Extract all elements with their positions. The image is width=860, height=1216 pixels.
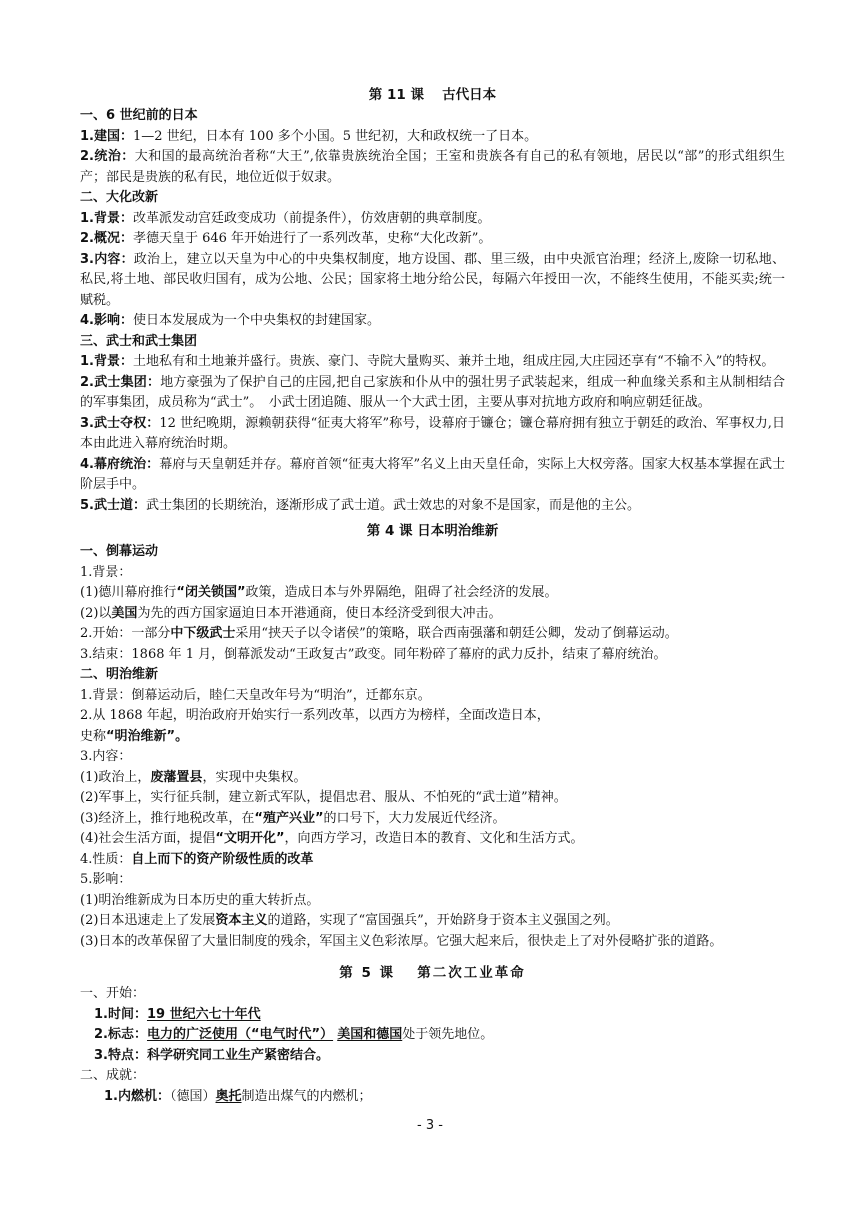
section-heading: 一、开始： [80, 986, 146, 1001]
paragraph [80, 496, 785, 517]
item-text: 改革派发动宫廷政变成功（前提条件），仿效唐朝的典章制度。 [132, 210, 491, 226]
text-run: 制造出煤气的内燃机； [241, 1088, 372, 1104]
list-line: 5.影响： [80, 872, 132, 887]
section-heading: 一、6 世纪前的日本 [80, 108, 198, 123]
emphasis: 科学研究同工业生产紧密结合。 [146, 1047, 329, 1063]
item-label: 3.武士夺权： [80, 415, 160, 431]
list-line: 3.结束：1868 年 1 月，倒幕派发动“王政复古”政变。同年粉碎了幕府的武力反扑，结束了幕府统治。 [80, 646, 667, 662]
text-run: 的道路，实现了“富国强兵”，开始跻身于资本主义强国之列。 [267, 913, 619, 928]
section-heading: 二、明治维新 [80, 667, 159, 682]
item-label: 3.特点： [94, 1047, 147, 1063]
text-run: (1)政治上， [80, 769, 151, 785]
paragraph [80, 455, 785, 496]
list-line [80, 768, 785, 789]
text-run: ，实现中央集权。 [202, 769, 307, 785]
item-label: 2.概况： [80, 231, 133, 246]
item-text: 武士集团的长期统治，逐渐形成了武士道。武士效忠的对象不是国家，而是他的主公。 [145, 497, 640, 513]
paragraph [80, 127, 785, 148]
item-label: 2.武士集团： [80, 374, 161, 390]
page-number: - 3 - [417, 1118, 443, 1133]
text-run: (2)日本迅速走上了发展 [80, 913, 216, 928]
text-run: (4)社会生活方面，提倡 [80, 831, 216, 846]
emphasis: 美国和德国 [337, 1027, 403, 1042]
emphasis: 电力的广泛使用（“电气时代”） [146, 1027, 334, 1042]
item-label: 4.影响： [80, 313, 133, 328]
item-text: 使日本发展成为一个中央集权的封建国家。 [132, 313, 380, 328]
paragraph [80, 352, 785, 373]
list-line: 3.内容： [80, 749, 132, 764]
list-line [80, 850, 785, 871]
paragraph [80, 229, 785, 250]
list-line: 1.背景：倒幕运动后，睦仁天皇改年号为“明治”，迁都东京。 [80, 687, 431, 703]
item-label: 2.统治： [80, 149, 135, 164]
paragraph [80, 414, 785, 455]
text-run: (3)经济上，推行地税改革，在 [80, 810, 255, 826]
emphasis: 奥托 [215, 1088, 242, 1104]
list-line [80, 1005, 785, 1026]
section-heading: 二、大化改新 [80, 190, 159, 205]
emphasis: “文明开化” [215, 831, 285, 846]
text-run: 政策，造成日本与外界隔绝，阻碍了社会经济的发展。 [245, 585, 558, 600]
list-line [80, 583, 785, 604]
text-run: （德国） [169, 1088, 216, 1104]
emphasis: 中下级武士 [170, 626, 236, 641]
paragraph [80, 209, 785, 230]
item-label: 1.背景： [80, 354, 133, 369]
list-line [80, 809, 785, 830]
item-text: 孝德天皇于 646 年开始进行了一系列改革，史称“大化改新”。 [132, 231, 492, 246]
emphasis: 资本主义 [215, 913, 268, 928]
paragraph [80, 147, 785, 188]
emphasis: 19 世纪六七十年代 [146, 1006, 261, 1022]
section-heading: 三、武士和武士集团 [80, 333, 198, 349]
section-heading: 二、成就： [80, 1068, 146, 1083]
item-text: 幕府与天皇朝廷并存。幕府首领“征夷大将军”名义上由天皇任命，实际上大权旁落。国家大权基本掌握在武士阶层手中。 [80, 456, 786, 492]
paragraph [80, 250, 785, 312]
item-label: 5.武士道： [80, 497, 146, 513]
item-text: 土地私有和土地兼并盛行。贵族、豪门、寺院大量购买、兼并土地，组成庄园,大庄园还享有“不输不入”的特权。 [132, 354, 775, 369]
item-text: 地方豪强为了保护自己的庄园,把自己家族和仆从中的强壮男子武装起来，组成一种血缘关系和主从制相结合的军事集团，成员称为“武士”。 小武士团追随、服从一个大武士团，主要从事对抗地方政府和响应朝廷征战。 [80, 374, 785, 410]
item-label: 1.建国： [80, 128, 133, 144]
list-line: 2.从 1868 年起，明治政府开始实行一系列改革，以西方为榜样，全面改造日本， [80, 708, 550, 723]
item-label: 1.背景： [80, 210, 133, 226]
text-run: (1)德川幕府推行 [80, 585, 177, 600]
item-label: 1.时间： [94, 1006, 147, 1022]
emphasis: 废藩置县 [150, 769, 203, 785]
text-run: 2.开始：一部分 [80, 626, 171, 641]
item-label: 3.内容： [80, 251, 134, 267]
emphasis: 美国 [111, 605, 138, 621]
lesson-11-title: 第 11 课 古代日本 [368, 87, 497, 103]
paragraph [80, 311, 785, 332]
text-run: 4.性质： [80, 851, 132, 867]
emphasis: “闭关锁国” [176, 585, 246, 600]
list-line: (2)军事上，实行征兵制，建立新式军队，提倡忠君、服从、不怕死的“武士道”精神。 [80, 790, 567, 805]
item-text: 大和国的最高统治者称“大王”,依靠贵族统治全国；王室和贵族各有自己的私有领地，居民以“部”的形式组织生产；部民是贵族的私有民，地位近似于奴隶。 [80, 149, 786, 185]
text-run: 处于领先地位。 [402, 1027, 494, 1042]
item-text: 政治上，建立以天皇为中心的中央集权制度，地方设国、郡、里三级，由中央派官治理；经济上,废除一切私地、私民,将土地、部民收归国有，成为公地、公民；国家将土地分给公民，每隔六年授田一次，不能终生使用，不能买卖;统一赋税。 [80, 251, 785, 308]
lesson-5-title: 第 5 课 第二次工业革命 [339, 965, 526, 981]
text-run: 的口号下，大力发展近代经济。 [323, 810, 506, 826]
item-label: 2.标志： [94, 1027, 147, 1042]
list-line [80, 1046, 785, 1067]
item-text: 12 世纪晚期，源赖朝获得“征夷大将军”称号，设幕府于镰仓；镰仓幕府拥有独立于朝廷的政治、军事权力,日本由此进入幕府统治时期。 [80, 415, 785, 451]
list-line [80, 1025, 785, 1046]
list-line [80, 624, 785, 645]
text-run: ，向西方学习，改造日本的教育、文化和生活方式。 [284, 831, 584, 846]
text-run: 为先的西方国家逼迫日本开港通商，使日本经济受到很大冲击。 [137, 605, 502, 621]
list-line [80, 1087, 785, 1108]
emphasis: 自上而下的资产阶级性质的改革 [131, 851, 314, 867]
text-run: 史称 [80, 728, 107, 744]
list-line: 1.背景： [80, 564, 132, 580]
emphasis: “殖产兴业” [254, 810, 324, 826]
text-run: (2)以 [80, 605, 112, 621]
text-run: 采用“挟天子以令诸侯”的策略，联合西南强藩和朝廷公卿，发动了倒幕运动。 [235, 626, 678, 641]
document-page [80, 84, 785, 1107]
list-line [80, 604, 785, 625]
item-label: 1.内燃机： [104, 1088, 170, 1104]
lesson-4-title: 第 4 课 日本明治维新 [366, 523, 499, 539]
item-text: 1—2 世纪，日本有 100 多个小国。5 世纪初，大和政权统一了日本。 [132, 128, 538, 144]
paragraph [80, 373, 785, 414]
emphasis: “明治维新”。 [106, 728, 189, 744]
list-line: (1)明治维新成为日本历史的重大转折点。 [80, 892, 320, 908]
section-heading: 一、倒幕运动 [80, 544, 159, 559]
list-line [80, 829, 785, 850]
list-line [80, 727, 785, 748]
list-line: (3)日本的改革保留了大量旧制度的残余，军国主义色彩浓厚。它强大起来后，很快走上了对外侵略扩张的道路。 [80, 933, 723, 949]
list-line [80, 911, 785, 932]
item-label: 4.幕府统治： [80, 456, 160, 472]
